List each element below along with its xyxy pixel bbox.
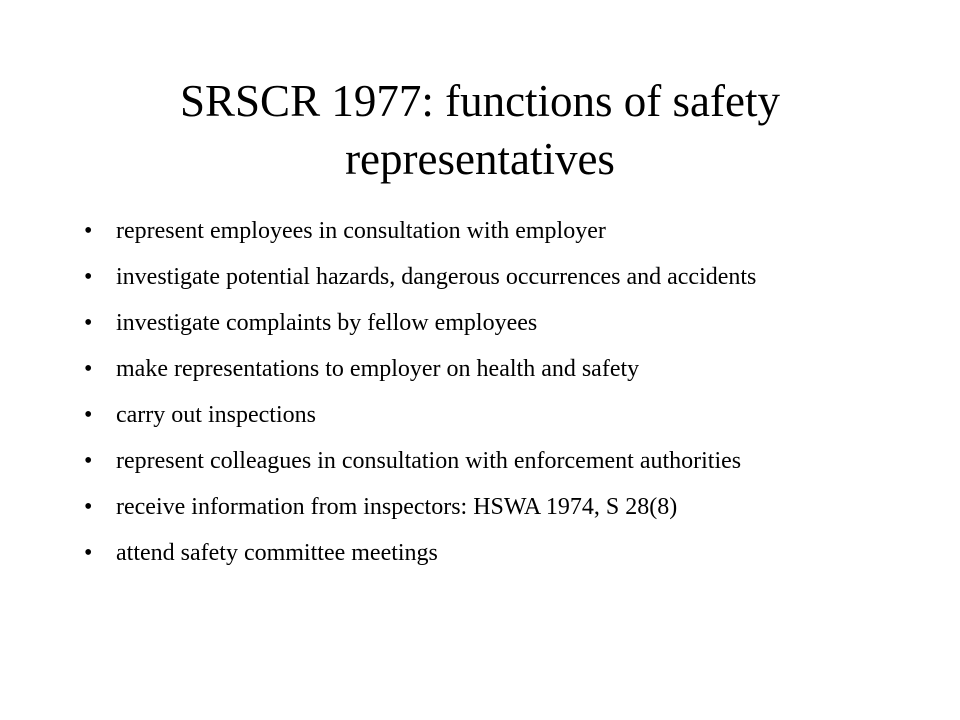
bullet-icon: • xyxy=(84,402,93,428)
bullet-text: receive information from inspectors: HSWA 1974, S 28(8) xyxy=(116,494,678,520)
bullet-item xyxy=(80,308,880,339)
slide-title: SRSCR 1977: functions of safety representatives xyxy=(179,76,780,184)
bullet-item xyxy=(80,446,880,477)
bullet-icon: • xyxy=(84,494,93,520)
bullet-text: attend safety committee meetings xyxy=(116,540,438,566)
bullet-text: represent colleagues in consultation with enforcement authorities xyxy=(116,448,742,474)
bullet-text: carry out inspections xyxy=(116,402,316,428)
bullet-text: make representations to employer on health and safety xyxy=(116,356,640,382)
bullet-icon: • xyxy=(84,218,93,244)
bullet-item xyxy=(80,216,880,247)
bullet-icon: • xyxy=(84,448,93,474)
bullet-item xyxy=(80,538,880,569)
bullet-item xyxy=(80,492,880,523)
bullet-text: represent employees in consultation with employer xyxy=(116,218,606,244)
bullet-icon: • xyxy=(84,540,93,566)
bullet-item xyxy=(80,354,880,385)
bullet-list xyxy=(80,216,880,584)
bullet-item xyxy=(80,262,880,293)
bullet-icon: • xyxy=(84,356,93,382)
bullet-icon: • xyxy=(84,310,93,336)
bullet-text: investigate potential hazards, dangerous occurrences and accidents xyxy=(116,264,757,290)
bullet-icon: • xyxy=(84,264,93,290)
bullet-text: investigate complaints by fellow employees xyxy=(116,310,538,336)
bullet-item xyxy=(80,400,880,431)
